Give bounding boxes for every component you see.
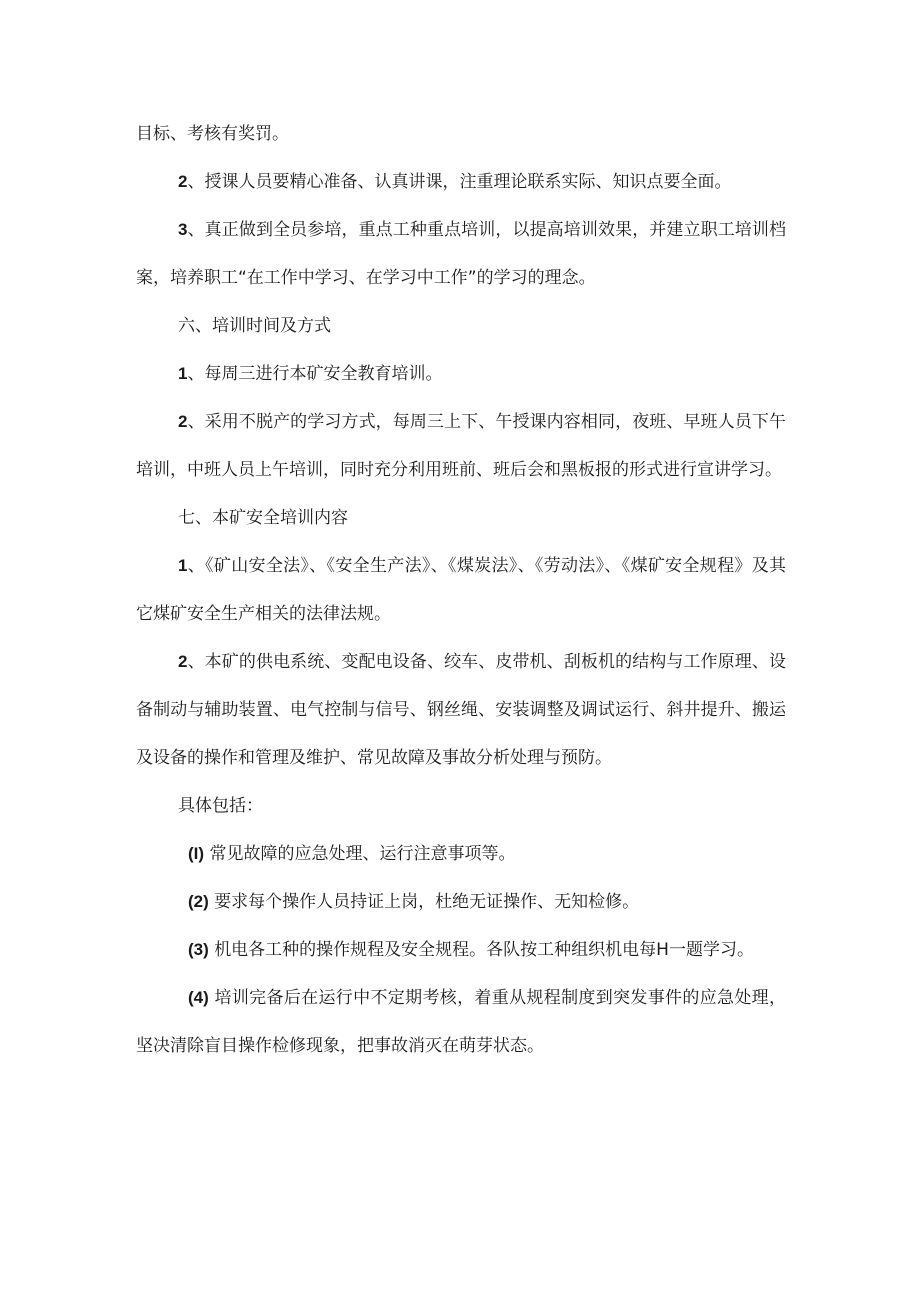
item-number: 3: [178, 220, 188, 239]
sub-item-2-text: 要求每个操作人员持证上岗，杜绝无证操作、无知检修。: [214, 892, 640, 912]
sub-item-number: (4): [188, 988, 209, 1007]
sub-item-2: [136, 878, 786, 926]
paragraph-10: [136, 782, 786, 830]
sub-item-number: (3): [188, 940, 209, 959]
item-number: 2: [178, 172, 188, 191]
sub-item-number: (I): [188, 844, 205, 863]
section-heading-7: [136, 494, 786, 542]
item-number: 2: [178, 652, 188, 671]
document-page: [136, 110, 786, 1070]
item-number: 1: [178, 364, 188, 383]
sub-item-4: [136, 974, 786, 1070]
section-heading-7-text: 七、本矿安全培训内容: [178, 508, 348, 528]
paragraph-3-text: 、真正做到全员参培，重点工种重点培训，以提高培训效果，并建立职工培训档案，培养职工“在工作中学习、在学习中工作”的学习的理念。: [136, 220, 786, 288]
paragraph-2: [136, 158, 786, 206]
paragraph-6-text: 、采用不脱产的学习方式，每周三上下、午授课内容相同，夜班、早班人员下午培训，中班人员上午培训，同时充分利用班前、班后会和黑板报的形式进行宣讲学习。: [136, 412, 786, 480]
section-heading-6-text: 六、培训时间及方式: [178, 316, 331, 336]
sub-item-number: (2): [188, 892, 209, 911]
paragraph-10-text: 具体包括：: [178, 796, 263, 816]
sub-item-1-text: 常见故障的应急处理、运行注意事项等。: [209, 844, 516, 864]
item-number: 1: [178, 556, 188, 575]
paragraph-9-text: 、本矿的供电系统、变配电设备、绞车、皮带机、刮板机的结构与工作原理、设备制动与辅助装置、电气控制与信号、钢丝绳、安装调整及调试运行、斜井提升、搬运及设备的操作和管理及维护、常见故障及事故分析处理与预防。: [136, 652, 786, 768]
paragraph-5-text: 、每周三进行本矿安全教育培训。: [187, 364, 443, 384]
sub-item-4-text: 培训完备后在运行中不定期考核，着重从规程制度到突发事件的应急处理，坚决清除盲目操作检修现象，把事故消灭在萌芽状态。: [136, 988, 786, 1056]
sub-item-3: [136, 926, 786, 974]
paragraph-2-text: 、授课人员要精心准备、认真讲课，注重理论联系实际、知识点要全面。: [187, 172, 732, 192]
paragraph-8: [136, 542, 786, 638]
paragraph-9: [136, 638, 786, 782]
item-number: 2: [178, 412, 188, 431]
paragraph-3: [136, 206, 786, 302]
paragraph-5: [136, 350, 786, 398]
sub-item-3-text: 机电各工种的操作规程及安全规程。各队按工种组织机电每H一题学习。: [214, 940, 754, 960]
paragraph-8-text: 、《矿山安全法》、《安全生产法》、《煤炭法》、《劳动法》、《煤矿安全规程》及其它煤矿安全生产相关的法律法规。: [136, 556, 786, 624]
sub-item-1: [136, 830, 786, 878]
section-heading-6: [136, 302, 786, 350]
paragraph-6: [136, 398, 786, 494]
paragraph-1-text: 目标、考核有奖罚。: [136, 124, 289, 144]
paragraph-1: [136, 110, 786, 158]
